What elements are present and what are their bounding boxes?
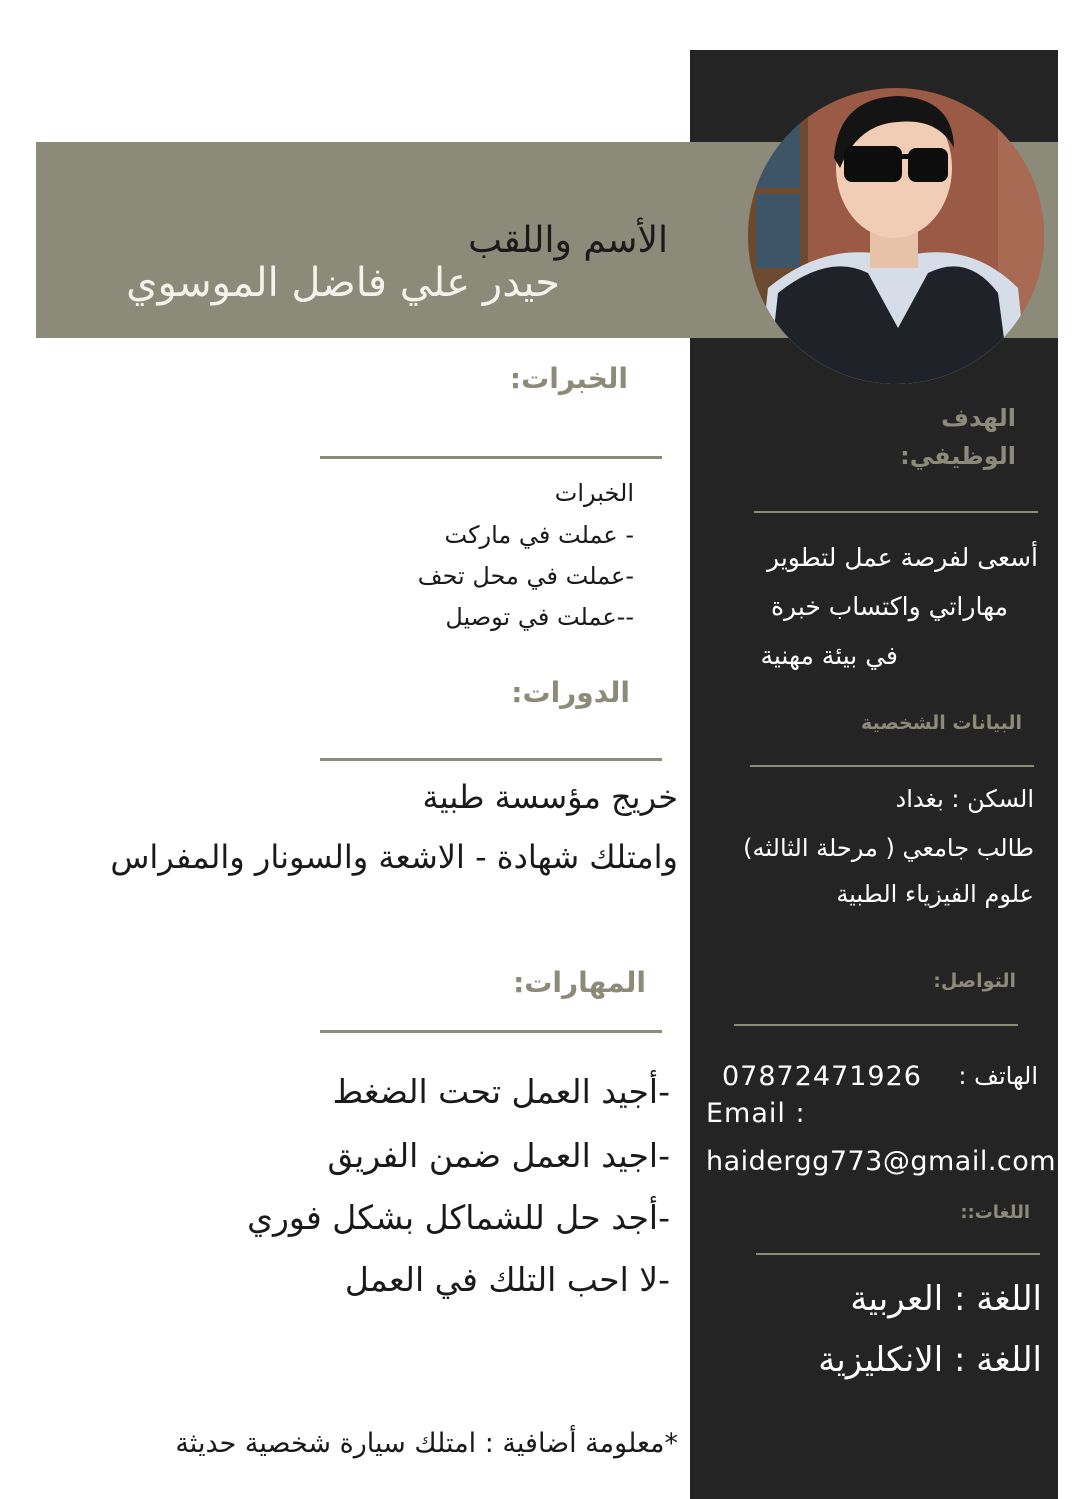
- objective-line: في بيئة مهنية: [760, 641, 898, 670]
- divider: [320, 456, 662, 459]
- skill-item: -اجيد العمل ضمن الفريق: [327, 1136, 670, 1175]
- skill-item: -أجيد العمل تحت الضغط: [332, 1072, 670, 1111]
- profile-photo: [748, 88, 1044, 384]
- languages-heading: اللغات::: [960, 1202, 1030, 1223]
- contact-heading: التواصل:: [933, 970, 1016, 992]
- experience-heading: الخبرات:: [509, 362, 628, 395]
- phone-label: الهاتف :: [958, 1062, 1038, 1090]
- experience-item: --عملت في توصيل: [445, 603, 634, 631]
- skills-heading: المهارات:: [513, 966, 646, 999]
- courses-heading: الدورات:: [511, 676, 630, 709]
- name-label: الأسم واللقب: [468, 220, 668, 261]
- objective-heading: الهدف: [941, 404, 1016, 432]
- language-item: اللغة : العربية: [850, 1279, 1042, 1319]
- divider: [320, 1030, 662, 1033]
- objective-heading-2: الوظيفي:: [900, 442, 1016, 470]
- objective-line: مهاراتي واكتساب خبرة: [770, 592, 1008, 621]
- course-item: وامتلك شهادة - الاشعة والسونار والمفراس: [110, 838, 678, 876]
- experience-title: الخبرات: [554, 479, 634, 507]
- experience-item: -عملت في محل تحف: [417, 562, 634, 590]
- full-name: حيدر علي فاضل الموسوي: [126, 260, 560, 306]
- personal-line: السكن : بغداد: [895, 785, 1034, 813]
- objective-line: أسعى لفرصة عمل لتطوير: [767, 543, 1038, 572]
- language-item: اللغة : الانكليزية: [818, 1340, 1042, 1380]
- personal-line: علوم الفيزياء الطبية: [836, 880, 1034, 908]
- divider: [754, 511, 1038, 513]
- divider: [734, 1024, 1018, 1026]
- divider: [320, 758, 662, 761]
- personal-line: طالب جامعي ( مرحلة الثالثه): [743, 834, 1034, 862]
- experience-item: - عملت في ماركت: [444, 521, 634, 549]
- additional-info: *معلومة أضافية : امتلك سيارة شخصية حديثة: [175, 1428, 678, 1459]
- personal-heading: البيانات الشخصية: [861, 712, 1022, 734]
- divider: [750, 765, 1034, 767]
- divider: [756, 1253, 1040, 1255]
- skill-item: -لا احب التلك في العمل: [344, 1260, 670, 1299]
- email-value[interactable]: haidergg773@gmail.com: [706, 1146, 1057, 1177]
- email-label: Email :: [706, 1098, 806, 1129]
- phone-value[interactable]: 07872471926: [722, 1061, 922, 1092]
- course-item: خريج مؤسسة طبية: [422, 778, 678, 816]
- skill-item: -أجد حل للشماكل بشكل فوري: [247, 1198, 670, 1237]
